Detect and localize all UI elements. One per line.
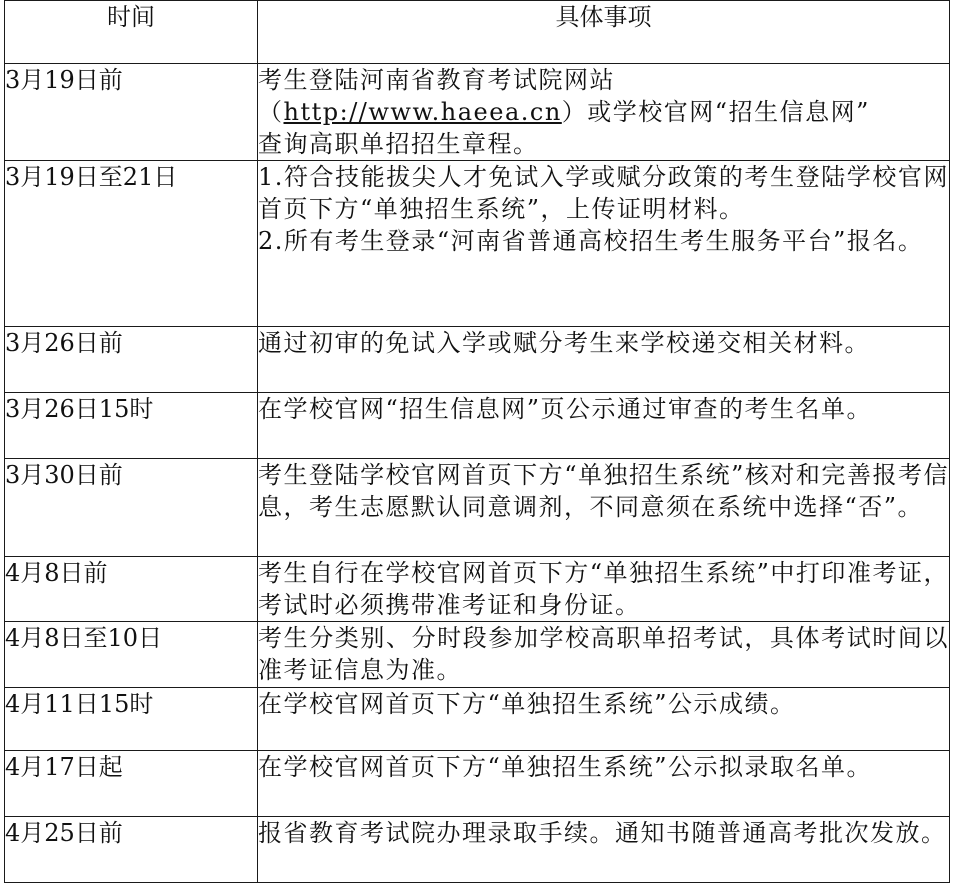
row-time: 3月26日前 <box>5 327 258 393</box>
row-item <box>258 557 950 622</box>
table-row <box>5 161 950 327</box>
row-item-line: 查询高职单招招生章程。 <box>258 130 539 158</box>
row-time: 4月8日前 <box>5 557 258 622</box>
row-item <box>258 161 950 327</box>
table-row <box>5 751 950 817</box>
header-time: 时间 <box>5 1 258 64</box>
row-item-line: 考生分类别、分时段参加学校高职单招考试，具体考试时间以准考证信息为准。 <box>258 624 949 684</box>
row-item <box>258 393 950 459</box>
row-time: 3月19日前 <box>5 64 258 161</box>
row-item-line: 2.所有考生登录“河南省普通高校招生考生服务平台”报名。 <box>258 227 924 255</box>
row-time: 4月8日至10日 <box>5 622 258 688</box>
header-item: 具体事项 <box>258 1 950 64</box>
row-item-line: 通过初审的免试入学或赋分考生来学校递交相关材料。 <box>258 329 870 357</box>
row-item <box>258 688 950 751</box>
row-item-line: 1.符合技能拔尖人才免试入学或赋分政策的考生登陆学校官网首页下方“单独招生系统”，上传证明材料。 <box>258 163 949 223</box>
exam-institute-link[interactable]: http://www.haeea.cn <box>283 98 562 126</box>
row-time: 3月26日15时 <box>5 393 258 459</box>
row-item-line: 考生自行在学校官网首页下方“单独招生系统”中打印准考证，考试时必须携带准考证和身份证。 <box>258 559 949 619</box>
row-time: 3月19日至21日 <box>5 161 258 327</box>
row-item-line: 在学校官网“招生信息网”页公示通过审查的考生名单。 <box>258 395 873 423</box>
header-row <box>5 1 950 64</box>
row-item-line: 在学校官网首页下方“单独招生系统”公示成绩。 <box>258 690 796 718</box>
row-item <box>258 751 950 817</box>
row-item <box>258 817 950 883</box>
table-row <box>5 622 950 688</box>
row-item <box>258 327 950 393</box>
paren-close-text: ）或学校官网“招生信息网” <box>561 98 870 126</box>
schedule-table <box>4 0 950 883</box>
paren-open: （ <box>258 98 284 126</box>
table-row <box>5 64 950 161</box>
schedule-rows <box>5 64 950 883</box>
row-item <box>258 622 950 688</box>
row-item-line <box>258 96 949 128</box>
row-time: 4月25日前 <box>5 817 258 883</box>
table-row <box>5 817 950 883</box>
table-row <box>5 459 950 557</box>
row-item-line: 考生登陆河南省教育考试院网站 <box>258 66 615 94</box>
row-item <box>258 459 950 557</box>
row-item-line: 报省教育考试院办理录取手续。通知书随普通高考批次发放。 <box>258 819 947 847</box>
table-row <box>5 393 950 459</box>
table-row <box>5 327 950 393</box>
row-item-line: 考生登陆学校官网首页下方“单独招生系统”核对和完善报考信息，考生志愿默认同意调剂，不同意须在系统中选择“否”。 <box>258 461 949 521</box>
row-item <box>258 64 950 161</box>
table-row <box>5 557 950 622</box>
row-item-line: 在学校官网首页下方“单独招生系统”公示拟录取名单。 <box>258 753 873 781</box>
row-time: 4月17日起 <box>5 751 258 817</box>
row-time: 4月11日15时 <box>5 688 258 751</box>
row-time: 3月30日前 <box>5 459 258 557</box>
table-row <box>5 688 950 751</box>
